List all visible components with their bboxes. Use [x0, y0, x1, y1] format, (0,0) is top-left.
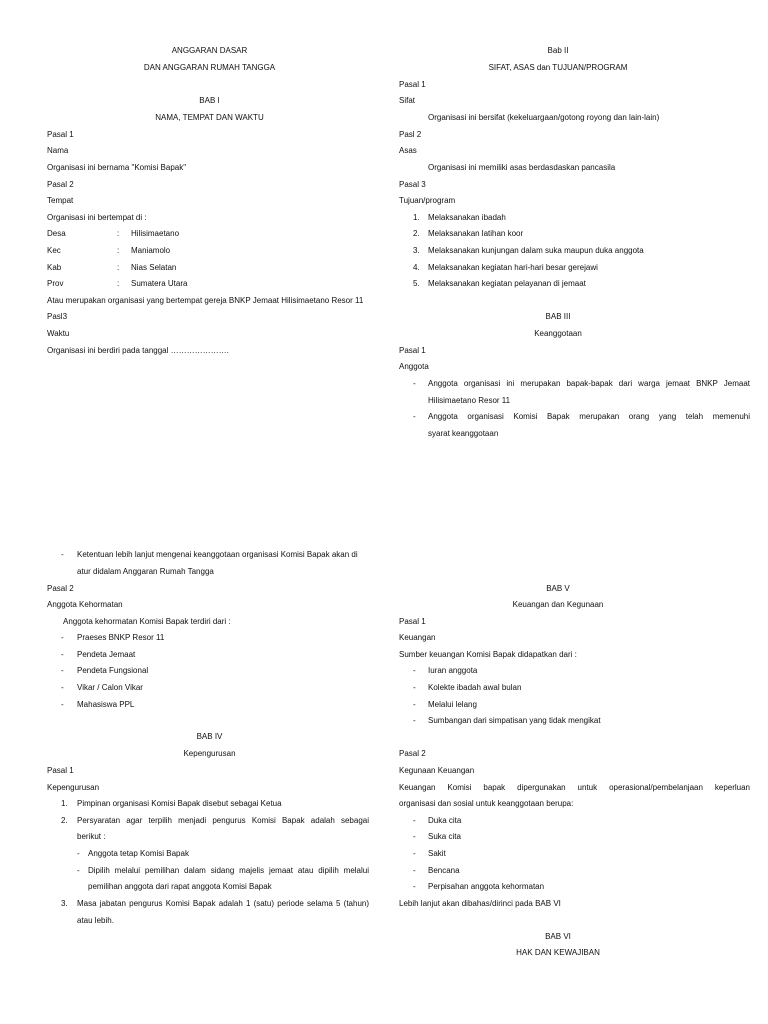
article-text: Lebih lanjut akan dibahas/dirinci pada BAB VI	[399, 899, 561, 908]
list-item-text: Perpisahan anggota kehormatan	[428, 882, 545, 891]
sublist-item-text: Anggota tetap Komisi Bapak	[88, 849, 189, 858]
article-subject: Waktu	[47, 329, 70, 338]
chapter-title: Kepengurusan	[183, 749, 236, 758]
list-number: 3.	[413, 246, 420, 255]
list-item-text: Pimpinan organisasi Komisi Bapak disebut sebagai Ketua	[77, 799, 282, 808]
article-text: Keuangan Komisi bapak dipergunakan untuk operasional/pembelanjaan keperluan	[399, 783, 750, 792]
list-item-text: syarat keanggotaan	[428, 429, 499, 438]
article-text: Atau merupakan organisasi yang bertempat gereja BNKP Jemaat Hilisimaetano Resor 11	[47, 296, 364, 305]
list-item-text: Pendeta Jemaat	[77, 650, 136, 659]
list-item-text: Duka cita	[428, 816, 462, 825]
article-subject: Anggota Kehormatan	[47, 600, 123, 609]
sublist-dash: -	[77, 849, 80, 858]
article-heading: Pasal 1	[47, 766, 74, 775]
article-text: Organisasi ini bertempat di :	[47, 213, 147, 222]
chapter-heading: BAB III	[545, 312, 571, 321]
article-heading: Pasal 2	[399, 749, 426, 758]
document-title: ANGGARAN DASAR	[171, 46, 248, 55]
chapter-heading: BAB VI	[545, 932, 571, 941]
article-text: organisasi dan sosial untuk keanggotaan berupa:	[399, 799, 574, 808]
article-subject: Kegunaan Keuangan	[399, 766, 475, 775]
list-number: 4.	[413, 263, 420, 272]
sublist-item-text: pemilihan anggota dari rapat anggota Komisi Bapak	[88, 882, 272, 891]
list-item-text: Anggota organisasi ini merupakan bapak-bapak dari warga jemaat BNKP Jemaat	[428, 379, 750, 388]
list-item-text: Sumbangan dari simpatisan yang tidak mengikat	[428, 716, 601, 725]
location-value: Sumatera Utara	[131, 279, 188, 288]
chapter-heading: BAB V	[546, 584, 570, 593]
list-number: 2.	[413, 229, 420, 238]
article-subject: Keuangan	[399, 633, 436, 642]
list-item-text: Bencana	[428, 866, 460, 875]
article-subject: Asas	[399, 146, 417, 155]
list-item-text: Hilisimaetano Resor 11	[428, 396, 511, 405]
article-heading: Pasal 2	[47, 180, 74, 189]
article-heading: Pasal 1	[399, 80, 426, 89]
chapter-title: NAMA, TEMPAT DAN WAKTU	[155, 113, 264, 122]
location-label: Prov	[47, 279, 64, 288]
list-item-text: Sakit	[428, 849, 446, 858]
list-dash: -	[413, 716, 416, 725]
location-separator: :	[117, 229, 120, 238]
location-value: Hilisimaetano	[131, 229, 180, 238]
list-item-text: atau lebih.	[77, 916, 114, 925]
list-item-text: berikut :	[77, 832, 106, 841]
sublist-dash: -	[77, 866, 80, 875]
list-dash: -	[413, 866, 416, 875]
chapter-heading: BAB IV	[196, 732, 223, 741]
chapter-title: HAK DAN KEWAJIBAN	[516, 948, 600, 957]
article-subject: Tempat	[47, 196, 74, 205]
list-dash: -	[61, 550, 64, 559]
left-column	[47, 0, 372, 1024]
list-dash: -	[413, 683, 416, 692]
list-number: 5.	[413, 279, 420, 288]
article-subject: Tujuan/program	[399, 196, 456, 205]
list-item-text: Ketentuan lebih lanjut mengenai keanggotaan organisasi Komisi Bapak akan di	[77, 550, 358, 559]
article-text: Organisasi ini memiliki asas berdasdaskan pancasila	[428, 163, 616, 172]
article-text: Organisasi ini bernama "Komisi Bapak"	[47, 163, 187, 172]
location-separator: :	[117, 263, 120, 272]
list-dash: -	[413, 882, 416, 891]
list-number: 3.	[61, 899, 68, 908]
location-label: Desa	[47, 229, 66, 238]
list-dash: -	[413, 666, 416, 675]
chapter-heading: Bab II	[547, 46, 569, 55]
article-text: Organisasi ini berdiri pada tanggal ………………….	[47, 346, 229, 355]
list-dash: -	[61, 700, 64, 709]
article-subject: Kepengurusan	[47, 783, 100, 792]
article-heading: Pasal 3	[399, 180, 426, 189]
list-dash: -	[413, 700, 416, 709]
article-text: Sumber keuangan Komisi Bapak didapatkan dari :	[399, 650, 577, 659]
list-dash: -	[413, 832, 416, 841]
article-heading: Pasal 1	[399, 346, 426, 355]
list-dash: -	[413, 379, 416, 388]
list-item-text: Melalui lelang	[428, 700, 477, 709]
list-item-text: Suka cita	[428, 832, 461, 841]
list-item-text: Melaksanakan latihan koor	[428, 229, 524, 238]
article-heading: Pasal 1	[399, 617, 426, 626]
list-number: 1.	[413, 213, 420, 222]
list-item-text: Masa jabatan pengurus Komisi Bapak adalah 1 (satu) periode selama 5 (tahun)	[77, 899, 369, 908]
list-dash: -	[61, 650, 64, 659]
article-heading: Pasal 1	[47, 130, 74, 139]
article-heading: Pasal 2	[47, 584, 74, 593]
list-item-text: Melaksanakan ibadah	[428, 213, 506, 222]
chapter-heading: BAB I	[199, 96, 220, 105]
list-item-text: atur didalam Anggaran Rumah Tangga	[77, 567, 214, 576]
article-text: Anggota kehormatan Komisi Bapak terdiri dari :	[63, 617, 231, 626]
list-item-text: Melaksanakan kegiatan hari-hari besar gerejawi	[428, 263, 598, 272]
chapter-title: Keanggotaan	[534, 329, 582, 338]
article-heading: Pasl 2	[399, 130, 422, 139]
location-value: Maniamolo	[131, 246, 171, 255]
article-subject: Nama	[47, 146, 69, 155]
list-item-text: Iuran anggota	[428, 666, 478, 675]
list-dash: -	[413, 412, 416, 421]
list-dash: -	[61, 633, 64, 642]
list-item-text: Pendeta Fungsional	[77, 666, 149, 675]
article-heading: Pasl3	[47, 312, 68, 321]
list-number: 1.	[61, 799, 68, 808]
list-item-text: Melaksanakan kunjungan dalam suka maupun duka anggota	[428, 246, 644, 255]
location-label: Kec	[47, 246, 61, 255]
list-dash: -	[61, 683, 64, 692]
list-item-text: Vikar / Calon Vikar	[77, 683, 143, 692]
sublist-item-text: Dipilih melalui pemilihan dalam sidang majelis jemaat atau dipilih melalui	[88, 866, 369, 875]
list-number: 2.	[61, 816, 68, 825]
list-item-text: Persyaratan agar terpilih menjadi pengurus Komisi Bapak adalah sebagai	[77, 816, 369, 825]
list-item-text: Praeses BNKP Resor 11	[77, 633, 165, 642]
article-subject: Anggota	[399, 362, 429, 371]
list-dash: -	[413, 849, 416, 858]
chapter-title: Keuangan dan Kegunaan	[512, 600, 604, 609]
location-label: Kab	[47, 263, 62, 272]
article-subject: Sifat	[399, 96, 416, 105]
list-item-text: Mahasiswa PPL	[77, 700, 135, 709]
right-column	[399, 0, 752, 1024]
location-separator: :	[117, 246, 120, 255]
chapter-title: SIFAT, ASAS dan TUJUAN/PROGRAM	[488, 63, 628, 72]
location-value: Nias Selatan	[131, 263, 177, 272]
list-dash: -	[61, 666, 64, 675]
list-item-text: Anggota organisasi Komisi Bapak merupakan orang yang telah memenuhi	[428, 412, 750, 421]
article-text: Organisasi ini bersifat (kekeluargaan/gotong royong dan lain-lain)	[428, 113, 660, 122]
list-item-text: Kolekte ibadah awal bulan	[428, 683, 522, 692]
location-separator: :	[117, 279, 120, 288]
list-item-text: Melaksanakan kegiatan pelayanan di jemaat	[428, 279, 586, 288]
list-dash: -	[413, 816, 416, 825]
document-subtitle: DAN ANGGARAN RUMAH TANGGA	[143, 63, 276, 72]
